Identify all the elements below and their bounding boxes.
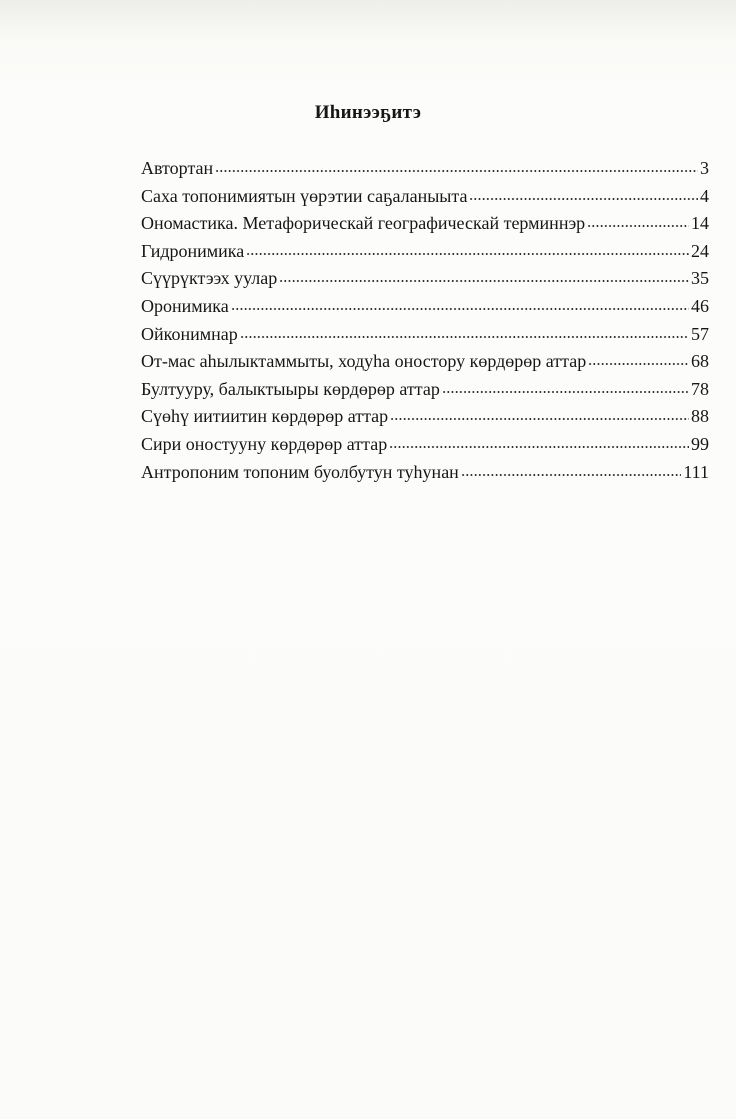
table-of-contents xyxy=(141,156,709,487)
toc-entry xyxy=(141,349,709,377)
dot-leader xyxy=(390,417,689,421)
toc-entry-label: Гидронимика xyxy=(141,240,245,261)
toc-entry xyxy=(141,294,709,322)
toc-entry-page: 35 xyxy=(691,268,709,289)
toc-entry-page: 111 xyxy=(683,461,709,482)
toc-entry-label: Ономастика. Метафорическай географическай терминнэр xyxy=(141,213,586,234)
toc-entry-label: Ойконимнар xyxy=(141,323,238,344)
toc-entry-label: Сүүрүктээх уулар xyxy=(141,268,278,289)
dot-leader xyxy=(246,252,689,256)
toc-entry xyxy=(141,156,709,184)
dot-leader xyxy=(231,307,689,311)
toc-entry-page: 46 xyxy=(691,295,709,316)
dot-leader xyxy=(240,335,689,339)
toc-entry-label: Саха топонимиятын үөрэтии саҕаланыыта xyxy=(141,185,468,206)
toc-entry-label: Бултууру, балыктыыры көрдөрөр аттар xyxy=(141,378,440,399)
toc-entry xyxy=(141,239,709,267)
toc-entry xyxy=(141,211,709,239)
toc-entry xyxy=(141,404,709,432)
toc-entry-label: Сири оностууну көрдөрөр аттар xyxy=(141,433,388,454)
dot-leader xyxy=(461,473,682,477)
toc-entry-page: 3 xyxy=(700,158,709,178)
dot-leader xyxy=(215,169,698,173)
toc-entry-label: Антропоним топоним буолбутун туһунан xyxy=(141,461,459,482)
toc-entry xyxy=(141,266,709,294)
toc-entry xyxy=(141,377,709,405)
toc-entry xyxy=(141,460,709,488)
dot-leader xyxy=(587,224,689,228)
toc-entry xyxy=(141,432,709,460)
toc-entry-page: 24 xyxy=(691,240,709,261)
toc-entry-label: От-мас аһылыктаммыты, ходуһа оностору көрдөрөр аттар xyxy=(141,351,587,372)
toc-entry-label: Сүөһү иитиитин көрдөрөр аттар xyxy=(141,406,389,427)
toc-entry-page: 88 xyxy=(691,406,709,427)
toc-entry-page: 68 xyxy=(691,351,709,372)
dot-leader xyxy=(469,197,698,201)
toc-title: Иһинээҕитэ xyxy=(314,102,422,123)
dot-leader xyxy=(389,445,689,449)
dot-leader xyxy=(442,390,689,394)
toc-entry-page: 99 xyxy=(691,433,709,454)
dot-leader xyxy=(279,279,689,283)
toc-entry-page: 14 xyxy=(691,213,709,234)
toc-entry-page: 78 xyxy=(691,378,709,399)
toc-entry-page: 57 xyxy=(691,323,709,344)
dot-leader xyxy=(588,362,689,366)
toc-entry xyxy=(141,322,709,350)
toc-entry-label: Автортан xyxy=(141,158,214,178)
toc-entry-page: 4 xyxy=(700,185,709,206)
toc-entry-label: Оронимика xyxy=(141,295,229,316)
toc-entry xyxy=(141,184,709,212)
